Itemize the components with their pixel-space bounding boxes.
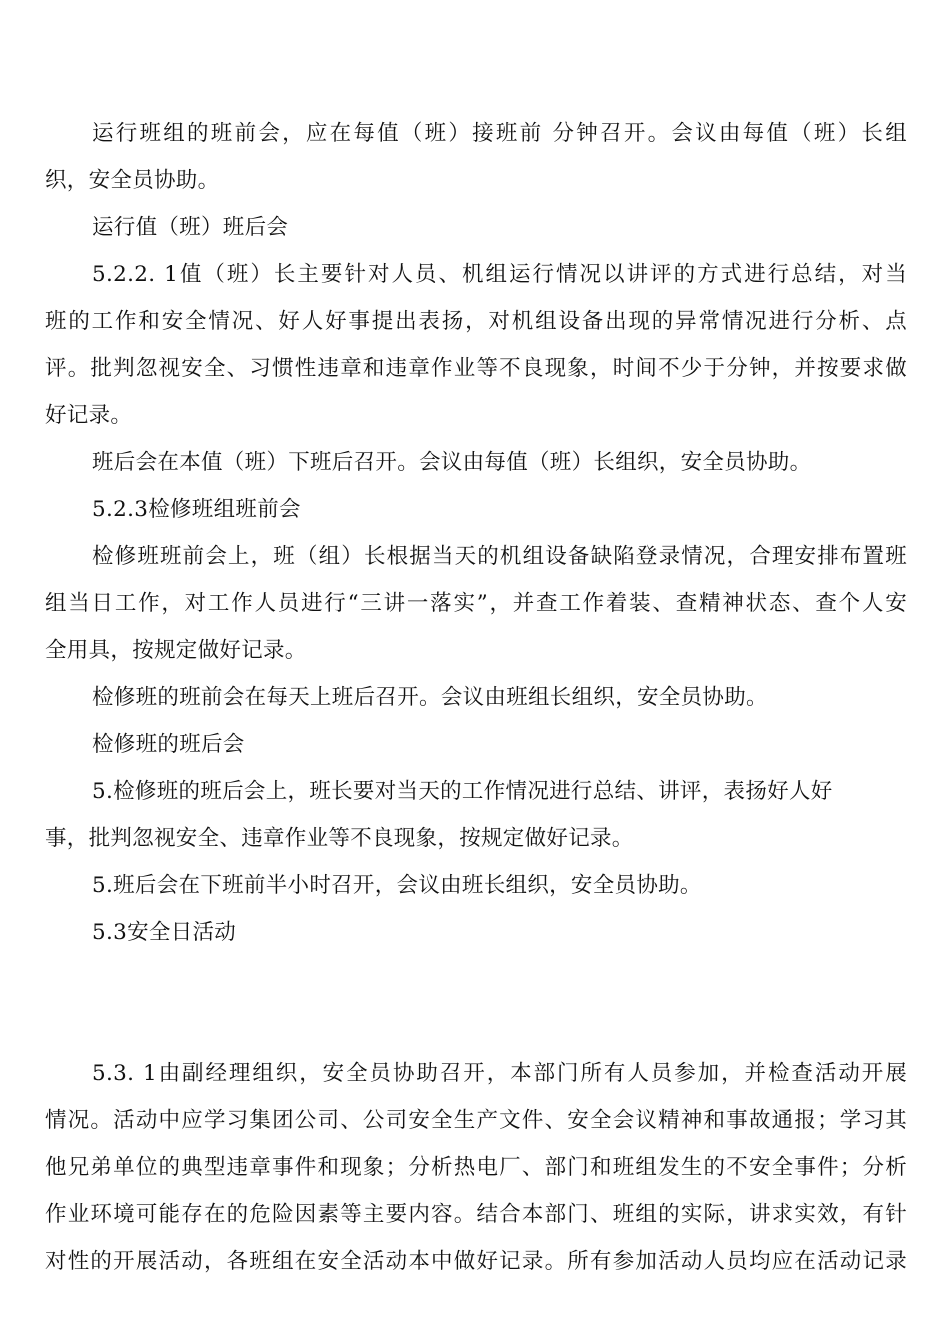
heading-operation-postmeeting [45,204,907,251]
text-line: 5.2.3检修班组班前会 [92,497,301,522]
text-line: 组当日工作，对工作人员进行“三讲一落实”，并查工作着装、查精神状态、查个人安 [45,591,907,616]
heading-5-3 [45,909,907,956]
text-line: 5.3. 1由副经理组织，安全员协助召开，本部门所有人员参加，并检查活动开展 [92,1061,907,1086]
text-line: 情况。活动中应学习集团公司、公司安全生产文件、安全会议精神和事故通报；学习其 [45,1108,907,1133]
text-line: 检修班的班前会在每天上班后召开。会议由班组长组织，安全员协助。 [92,685,768,710]
paragraph-maintenance-premeeting [45,533,907,674]
heading-5-2-3 [45,486,907,533]
paragraph-5-3-1 [45,1050,907,1285]
text-line: 评。批判忽视安全、习惯性违章和违章作业等不良现象，时间不少于分钟，并按要求做 [45,356,907,381]
text-line: 班后会在本值（班）下班后召开。会议由每值（班）长组织，安全员协助。 [92,450,812,475]
text-line: 好记录。 [45,403,133,428]
text-line: 检修班的班后会 [92,732,245,757]
text-line: 运行值（班）班后会 [92,215,289,240]
text-line: 事，批判忽视安全、违章作业等不良现象，按规定做好记录。 [45,826,634,851]
text-line: 5.检修班的班后会上，班长要对当天的工作情况进行总结、讲评，表扬好人好 [92,779,833,804]
text-line: 检修班班前会上，班（组）长根据当天的机组设备缺陷登录情况，合理安排布置班 [92,544,907,569]
heading-maintenance-postmeeting [45,721,907,768]
paragraph-5-2-2-1 [45,251,907,439]
text-line: 对性的开展活动，各班组在安全活动本中做好记录。所有参加活动人员均应在活动记录 [45,1249,907,1274]
text-line: 他兄弟单位的典型违章事件和现象；分析热电厂、部门和班组发生的不安全事件；分析 [45,1155,907,1180]
text-line: 5.班后会在下班前半小时召开，会议由班长组织，安全员协助。 [92,873,702,898]
text-line: 5.3安全日活动 [92,920,237,945]
text-line: 织，安全员协助。 [45,168,220,193]
text-line: 运行班组的班前会，应在每值（班）接班前 分钟召开。会议由每值（班）长组 [92,121,907,146]
paragraph-maintenance-postmeeting-time [45,862,907,909]
text-line: 全用具，按规定做好记录。 [45,638,307,663]
paragraph-maintenance-premeeting-time [45,674,907,721]
text-line: 5.2.2. 1值（班）长主要针对人员、机组运行情况以讲评的方式进行总结，对当 [92,262,907,287]
text-line: 作业环境可能存在的危险因素等主要内容。结合本部门、班组的实际，讲求实效，有针 [45,1202,907,1227]
paragraph-maintenance-postmeeting-content [45,768,907,862]
text-line: 班的工作和安全情况、好人好事提出表扬，对机组设备出现的异常情况进行分析、点 [45,309,907,334]
paragraph-postmeeting-time [45,439,907,486]
paragraph-team-premeeting [45,110,907,204]
